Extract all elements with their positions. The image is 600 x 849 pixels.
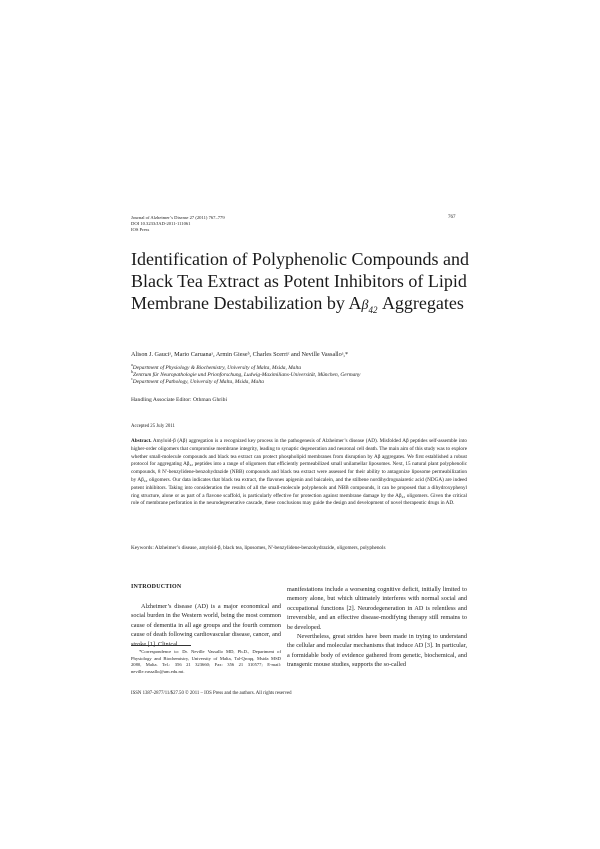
page-number: 767 [448,215,456,220]
author-list: Alison J. Gauciᵃ, Mario Caruanaᵃ, Armin Gieseᵇ, Charles Scerriᶜ and Neville Vassalloᵃ,* [131,351,349,358]
paragraph: Nevertheless, great strides have been made in trying to understand the cellular and molecular mechanisms that induce AD [3]. In particular, a formidable body of evidence gathered from genetic, biochemical, and transgenic mouse studies, supports the so-called [287,633,467,669]
doi: DOI 10.3233/JAD-2011-111061 [131,221,191,226]
title-end: Aggregates [377,293,464,313]
abstract-text: Amyloid-β (Aβ) aggregation is a recognized key process in the pathogenesis of Alzheimer’s disease (AD). Misfolded Aβ peptides self-assemble into higher-order oligomers that compromise membrane integrity, leading to synaptic degeneration and neuronal cell death. The main aim of this study was to explore whether small-molecule compounds and black tea extract can protect phospholipid membranes from disruption by Aβ aggregates. We first established a robust protocol for aggregating Aβ₄₂ peptides into a range of oligomers that efficiently permeabilized small unilamellar liposomes. Next, 15 natural plant polyphenolic compounds, 8 N′-benzylidene-benzohydrazide (NBB) compounds and black tea extract were assessed for their ability to antagonize liposome permeabilization by Aβ₄₂ oligomers. Our data indicates that black tea extract, the flavones apigenin and baicalein, and the stilbene nordihydroguaiaretic acid (NDGA) are indeed potent inhibitors. Taking into consideration the results of all the small-molecule polyphenols and NBB compounds, it can be proposed that a dihydroxyphenyl ring structure, alone or as part of a flavone scaffold, is particularly effective for protection against membrane damage by the Aβ₄₂ oligomers. Given the critical role of membrane perforation in the neurodegenerative cascade, these conclusions may guide the design and development of novel therapeutic drugs in AD. [131,438,467,507]
title-main: Identification of Polyphenolic Compounds and Black Tea Extract as Potent Inhibitors of Lipid Membrane Destabilization by A [131,249,469,313]
accepted-date: Accepted 25 July 2011 [131,424,175,429]
body-column-right [287,585,467,670]
affiliation-c: $^c$Department of Pathology, University of Malta, Msida, Malta [131,376,264,385]
affiliation-a: $^a$Department of Physiology & Biochemistry, University of Malta, Msida, Malta [131,362,302,371]
article-title [131,248,491,321]
keywords: Keywords: Alzheimer’s disease, amyloid-β, black tea, liposomes, N′-benzylidene-benzohydrazide, oligomers, polyphenols [131,545,386,551]
footnote-divider [131,645,191,646]
publisher: IOS Press [131,227,150,232]
correspondence-footnote: *Correspondence to: Dr. Neville Vassallo MD, Ph.D., Department of Physiology and Biochemistry, University of Malta, Tal-Qroqq, Msida MSD 2080, Malta. Tel.: 356 21 323660; Fax: 356 21 310577; E-mail: neville.vassallo@um.edu.mt. [131,649,281,674]
section-heading-introduction: INTRODUCTION [131,584,182,590]
journal-header [131,215,331,233]
abstract [131,438,467,508]
title-beta: β [361,298,369,313]
abstract-label: Abstract. [131,438,152,444]
affiliation-b: $^b$Zentrum für Neuropathologie und Prionforschung, Ludwig-Maximilians-Universität, München, Germany [131,369,361,378]
journal-citation: Journal of Alzheimer’s Disease 27 (2011) 767–779 [131,215,225,220]
body-column-left: Alzheimer’s disease (AD) is a major economical and social burden in the Western world, being the most common cause of dementia in all age groups and the fourth common cause of death following cardiovascular disease, cancer, and stroke [1]. Clinical [131,603,281,648]
issn-line: ISSN 1387-2877/11/$27.50 © 2011 – IOS Press and the authors. All rights reserved [131,691,292,696]
handling-editor: Handling Associate Editor: Othman Ghribi [131,397,228,403]
title-subscript: 42 [368,304,378,315]
paragraph: manifestations include a worsening cognitive deficit, initially limited to memory alone, but which ultimately interferes with normal social and occupational functions [2]. Neurodegeneration in AD is relentless and irreversible, and an effective disease-modifying therapy still remains to be developed. [287,586,467,631]
